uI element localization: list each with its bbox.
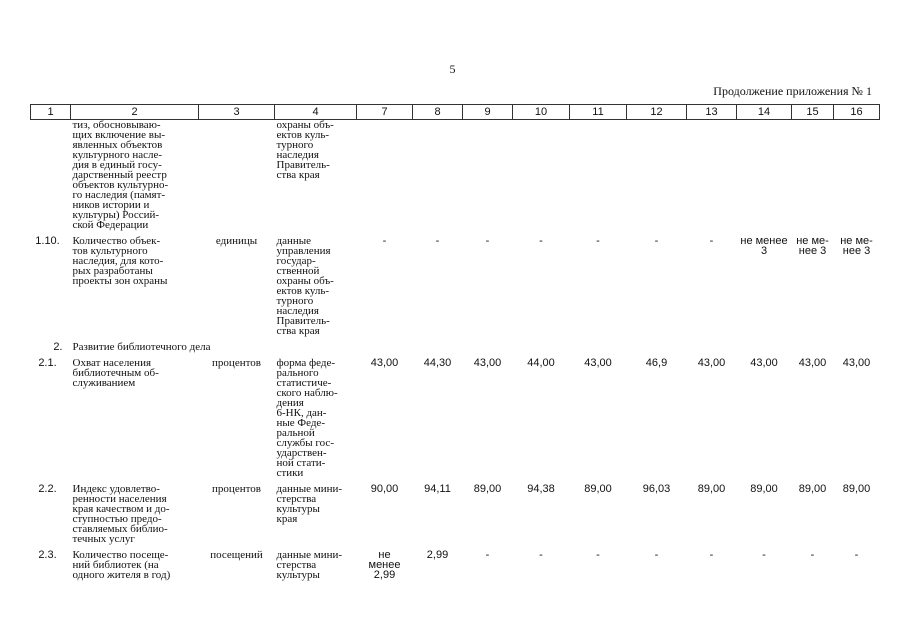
value-cell	[570, 120, 627, 231]
value-cell: -	[539, 235, 543, 247]
value-cell: -	[435, 235, 440, 247]
value-cell: 89,00	[473, 483, 502, 495]
value-cell: -	[709, 549, 714, 561]
source-cell: данные мини- стерства культуры	[276, 549, 343, 581]
column-header: 7	[357, 105, 413, 120]
value-cell: 90,00	[370, 483, 399, 495]
source-cell: данные мини- стерства культуры края	[276, 483, 343, 525]
column-header: 14	[737, 105, 792, 120]
unit-cell: процентов	[212, 357, 261, 369]
value-cell: -	[654, 235, 659, 247]
page-number: 5	[449, 62, 456, 76]
value-cell: 44,00	[527, 357, 555, 369]
value-cell: 96,03	[642, 483, 671, 495]
value-cell: -	[382, 235, 387, 247]
value-cell: -	[762, 549, 766, 561]
value-cell: 46,9	[645, 357, 668, 369]
value-cell: 94,11	[424, 483, 451, 495]
indicator-name: тиз, обосновываю- щих включение вы- явленных объектов культурного насле- дия в единый госу- дарственный реестр объектов культурно- го наследия (памят- ников истории и культуры) Россий- ской Федерации	[72, 119, 169, 231]
row-number: 2.1.	[38, 357, 57, 369]
value-cell	[737, 120, 792, 231]
section-title: Развитие библиотечного дела	[72, 341, 211, 353]
source-cell: данные управления государ- ственной охраны объ- ектов куль- турного наследия Правитель- ства края	[276, 235, 334, 337]
column-header: 8	[413, 105, 463, 120]
table-body	[31, 120, 880, 581]
value-cell: не менее 3	[740, 235, 788, 257]
value-cell: 2,99	[426, 549, 449, 561]
value-cell	[513, 120, 570, 231]
indicator-name: Индекс удовлетво- ренности населения края качеством и до- ступностью предо- ставляемых библио- течных услуг	[72, 483, 170, 545]
row-number: 1.10.	[35, 235, 60, 247]
unit-cell: единицы	[215, 235, 258, 247]
value-cell: -	[485, 235, 490, 247]
column-header: 12	[627, 105, 687, 120]
table-row	[31, 478, 880, 544]
table-row	[31, 230, 880, 336]
value-cell: -	[539, 549, 543, 561]
unit-cell: процентов	[212, 483, 261, 495]
section-row	[31, 336, 880, 352]
value-cell: -	[485, 549, 490, 561]
indicator-name: Количество объек- тов культурного наследия, для кото- рых разработаны проекты зон охраны	[72, 235, 168, 287]
value-cell	[834, 120, 880, 231]
table-row	[31, 352, 880, 478]
value-cell: 43,00	[697, 357, 726, 369]
value-cell: -	[709, 235, 714, 247]
value-cell: 43,00	[798, 357, 827, 369]
value-cell	[357, 120, 413, 231]
value-cell: 89,00	[697, 483, 726, 495]
value-cell	[792, 120, 834, 231]
value-cell: 94,38	[527, 483, 555, 495]
source-cell: охраны объ- ектов куль- турного наследия Правитель- ства края	[276, 119, 334, 181]
column-header: 1	[31, 105, 71, 120]
source-cell: форма феде- рального статистиче- ского наблю- дения 6-НК, дан- ные Феде- ральной службы гос- ударствен- ной стати- стики	[276, 357, 338, 479]
column-header: 2	[71, 105, 199, 120]
column-header: 4	[275, 105, 357, 120]
column-header: 16	[834, 105, 880, 120]
indicator-table	[30, 104, 880, 580]
unit-cell: посещений	[210, 549, 263, 561]
value-cell: 89,00	[798, 483, 827, 495]
column-header: 11	[570, 105, 627, 120]
value-cell: 89,00	[750, 483, 778, 495]
value-cell: не ме- нее 3	[840, 235, 873, 257]
table-row	[31, 120, 880, 231]
row-number: 2.2.	[38, 483, 57, 495]
value-cell: 43,00	[842, 357, 871, 369]
section-number: 2.	[53, 341, 63, 353]
value-cell: не менее 2,99	[368, 549, 401, 581]
row-number	[31, 120, 71, 231]
value-cell: 43,00	[750, 357, 778, 369]
column-header: 10	[513, 105, 570, 120]
header-row	[31, 105, 880, 120]
value-cell: -	[854, 549, 859, 561]
table-row	[31, 544, 880, 580]
value-cell: 43,00	[473, 357, 502, 369]
value-cell: 44,30	[423, 357, 452, 369]
value-cell: -	[654, 549, 659, 561]
value-cell: 43,00	[584, 357, 612, 369]
unit-cell	[199, 120, 275, 231]
column-header: 15	[792, 105, 834, 120]
value-cell: 89,00	[584, 483, 612, 495]
value-cell: 89,00	[842, 483, 871, 495]
value-cell: -	[596, 235, 600, 247]
column-header: 3	[199, 105, 275, 120]
indicator-name: Охват населения библиотечным об- служиванием	[72, 357, 159, 389]
row-number: 2.3.	[38, 549, 57, 561]
value-cell: -	[596, 549, 600, 561]
value-cell: 43,00	[370, 357, 399, 369]
column-header: 9	[463, 105, 513, 120]
continuation-label: Продолжение приложения № 1	[713, 84, 872, 98]
value-cell	[687, 120, 737, 231]
column-header: 13	[687, 105, 737, 120]
value-cell: не ме- нее 3	[796, 235, 829, 257]
indicator-name: Количество посеще- ний библиотек (на одного жителя в год)	[72, 549, 171, 581]
value-cell	[627, 120, 687, 231]
value-cell: -	[810, 549, 815, 561]
value-cell	[413, 120, 463, 231]
value-cell	[463, 120, 513, 231]
